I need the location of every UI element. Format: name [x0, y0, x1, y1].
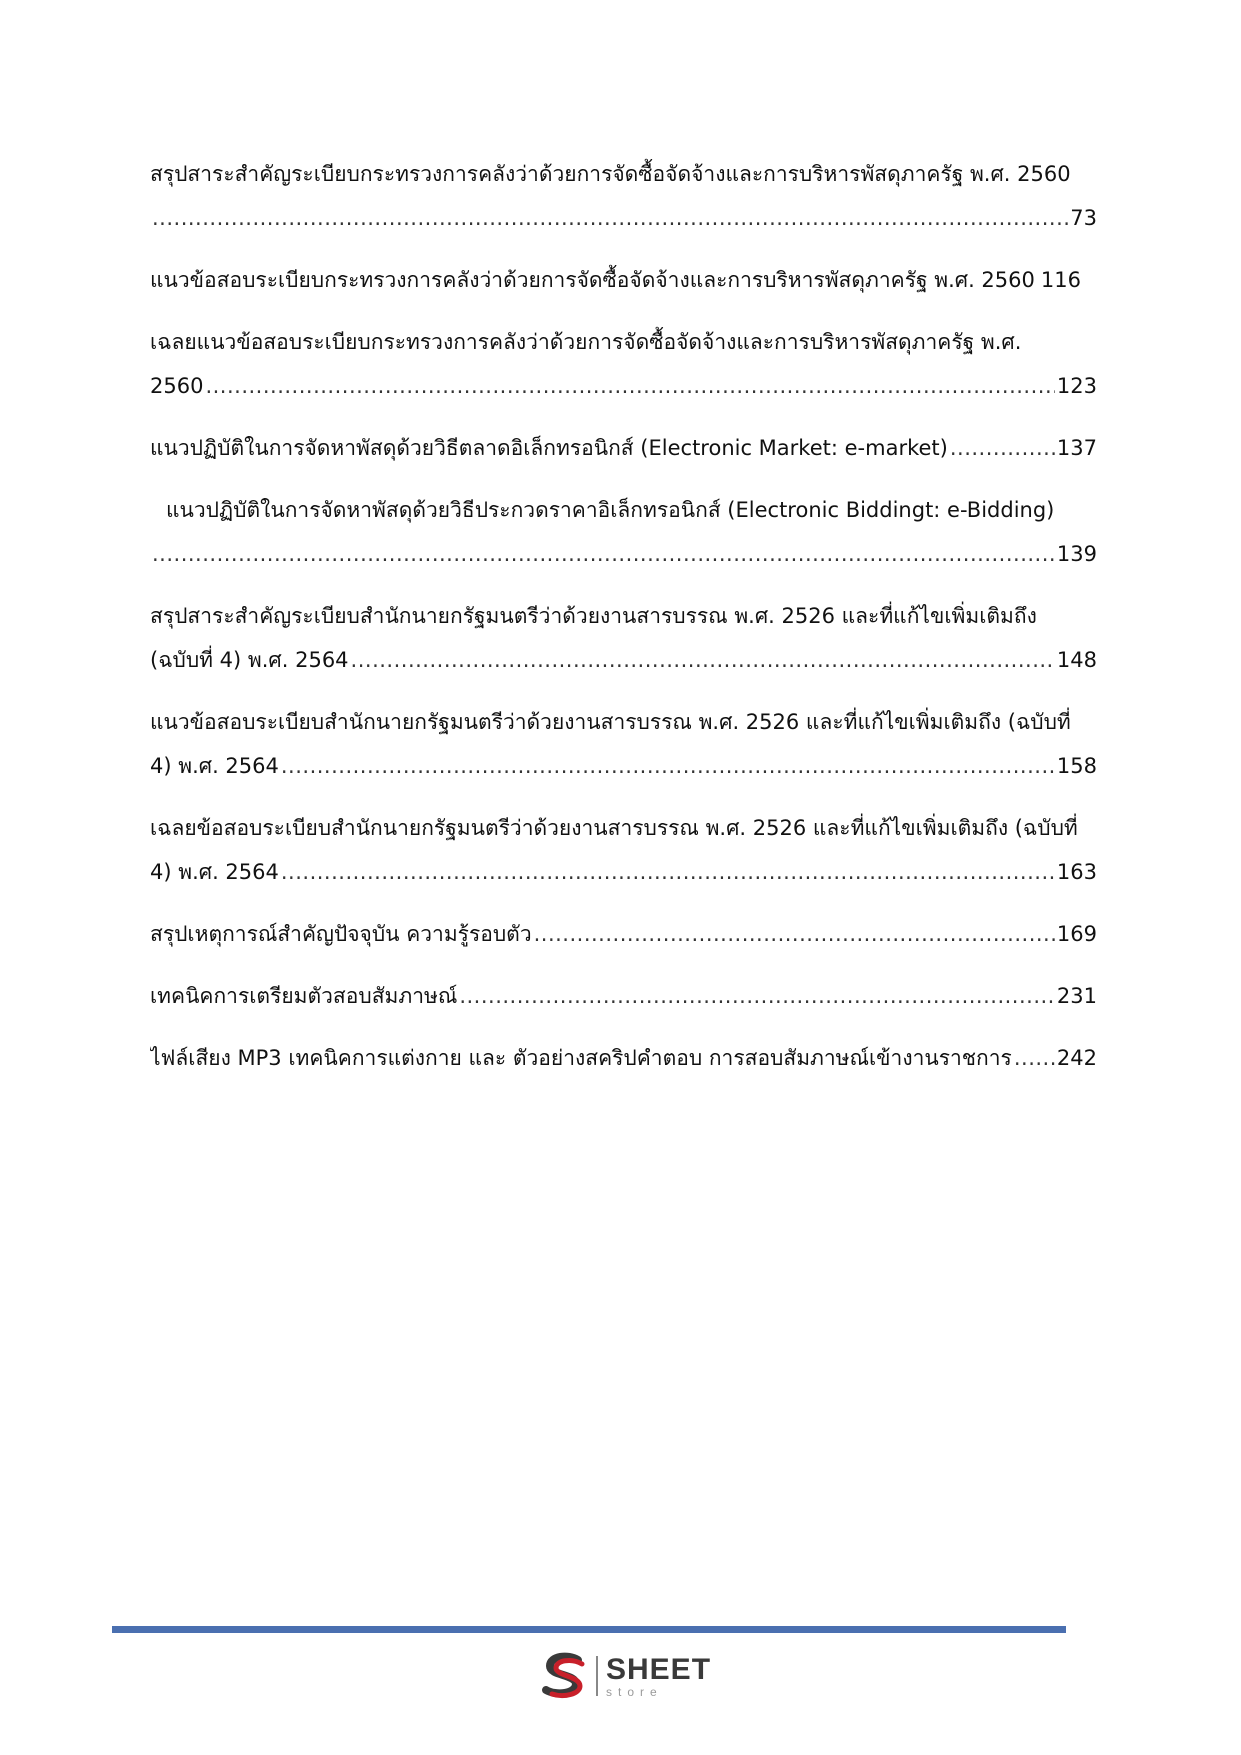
toc-page-number: 169 — [1056, 922, 1097, 946]
dot-leader — [459, 974, 1055, 1018]
toc-entry[interactable] — [150, 1036, 1097, 1080]
dot-leader — [205, 364, 1054, 408]
toc-entry[interactable] — [150, 912, 1097, 956]
toc-entry-title: สรุปเหตุการณ์สำคัญปัจจุบัน ความรู้รอบตัว — [150, 922, 532, 946]
toc-entry-title-cont: 4) พ.ศ. 2564 — [150, 860, 279, 884]
toc-entry[interactable] — [150, 594, 1097, 682]
toc-entry-leader — [150, 426, 1097, 470]
dot-leader — [281, 850, 1055, 894]
toc-entry-leader — [150, 258, 1097, 302]
footer-rule — [112, 1626, 1066, 1633]
toc-entry[interactable] — [150, 974, 1097, 1018]
toc-page-number: 163 — [1056, 860, 1097, 884]
toc-entry[interactable] — [150, 426, 1097, 470]
toc-entry[interactable] — [150, 806, 1097, 894]
logo-wordmark — [606, 1652, 712, 1699]
toc-entry-title: เทคนิคการเตรียมตัวสอบสัมภาษณ์ — [150, 984, 458, 1008]
toc-page-number: 137 — [1056, 436, 1097, 460]
toc-entry[interactable] — [150, 700, 1097, 788]
toc-entry-title: แนวปฏิบัติในการจัดหาพัสดุด้วยวิธีตลาดอิเล็กทรอนิกส์ (Electronic Market: e-market) — [150, 436, 948, 460]
toc-entry-leader — [150, 850, 1097, 894]
toc-entry-leader — [150, 638, 1097, 682]
toc-entry-leader — [150, 912, 1097, 956]
dot-leader — [152, 532, 1055, 576]
toc-entry-title: แนวปฏิบัติในการจัดหาพัสดุด้วยวิธีประกวดราคาอิเล็กทรอนิกส์ (Electronic Biddingt: e-Bidding) — [166, 498, 1055, 522]
toc-entry[interactable] — [150, 152, 1097, 240]
toc-entry-leader — [150, 364, 1097, 408]
logo-s-icon — [538, 1650, 590, 1702]
toc-entry-title-cont: 4) พ.ศ. 2564 — [150, 754, 279, 778]
toc-entry-title: สรุปสาระสำคัญระเบียบสำนักนายกรัฐมนตรีว่าด้วยงานสารบรรณ พ.ศ. 2526 และที่แก้ไขเพิ่มเติมถึง — [150, 604, 1037, 628]
toc-entry-leader — [150, 974, 1097, 1018]
toc-entry-title: ไฟล์เสียง MP3 เทคนิคการแต่งกาย และ ตัวอย่างสคริปคำตอบ การสอบสัมภาษณ์เข้างานราชการ — [150, 1046, 1012, 1070]
table-of-contents — [150, 152, 1097, 1098]
toc-entry-leader — [150, 1036, 1097, 1080]
toc-entry-title: แนวข้อสอบระเบียบกระทรวงการคลังว่าด้วยการจัดซื้อจัดจ้างและการบริหารพัสดุภาครัฐ พ.ศ. 2560 — [150, 268, 1035, 292]
logo-name: SHEET — [606, 1652, 712, 1686]
toc-entry-title-cont: (ฉบับที่ 4) พ.ศ. 2564 — [150, 648, 349, 672]
toc-entry-leader — [150, 532, 1097, 576]
dot-leader — [950, 426, 1055, 470]
toc-entry-leader — [150, 196, 1097, 240]
toc-page-number: 139 — [1056, 542, 1097, 566]
toc-entry-title: สรุปสาระสำคัญระเบียบกระทรวงการคลังว่าด้วยการจัดซื้อจัดจ้างและการบริหารพัสดุภาครัฐ พ.ศ. 2560 — [150, 162, 1071, 186]
toc-entry[interactable] — [150, 488, 1097, 576]
toc-entry-title: แนวข้อสอบระเบียบสำนักนายกรัฐมนตรีว่าด้วยงานสารบรรณ พ.ศ. 2526 และที่แก้ไขเพิ่มเติมถึง (ฉบับที่ — [150, 710, 1071, 734]
toc-entry-leader — [150, 744, 1097, 788]
logo-sub: store — [606, 1684, 663, 1699]
toc-entry-title: เฉลยข้อสอบระเบียบสำนักนายกรัฐมนตรีว่าด้วยงานสารบรรณ พ.ศ. 2526 และที่แก้ไขเพิ่มเติมถึง (ฉบับที่ — [150, 816, 1078, 840]
toc-page-number: 242 — [1056, 1046, 1097, 1070]
toc-entry[interactable] — [150, 258, 1097, 302]
toc-page-number: 73 — [1070, 206, 1097, 230]
toc-entry-title-cont: 2560 — [150, 374, 204, 398]
toc-page-number: 231 — [1056, 984, 1097, 1008]
toc-entry[interactable] — [150, 320, 1097, 408]
logo-divider — [596, 1656, 598, 1696]
dot-leader — [152, 196, 1068, 240]
dot-leader — [1014, 1036, 1055, 1080]
toc-page-number: 148 — [1056, 648, 1097, 672]
sheet-store-logo — [538, 1650, 718, 1702]
dot-leader — [351, 638, 1055, 682]
toc-entry-title: เฉลยแนวข้อสอบระเบียบกระทรวงการคลังว่าด้วยการจัดซื้อจัดจ้างและการบริหารพัสดุภาครัฐ พ.ศ. — [150, 330, 1022, 354]
dot-leader — [534, 912, 1055, 956]
toc-page-number: 123 — [1056, 374, 1097, 398]
toc-page-number: 116 — [1040, 268, 1081, 292]
dot-leader — [281, 744, 1055, 788]
toc-page-number: 158 — [1056, 754, 1097, 778]
